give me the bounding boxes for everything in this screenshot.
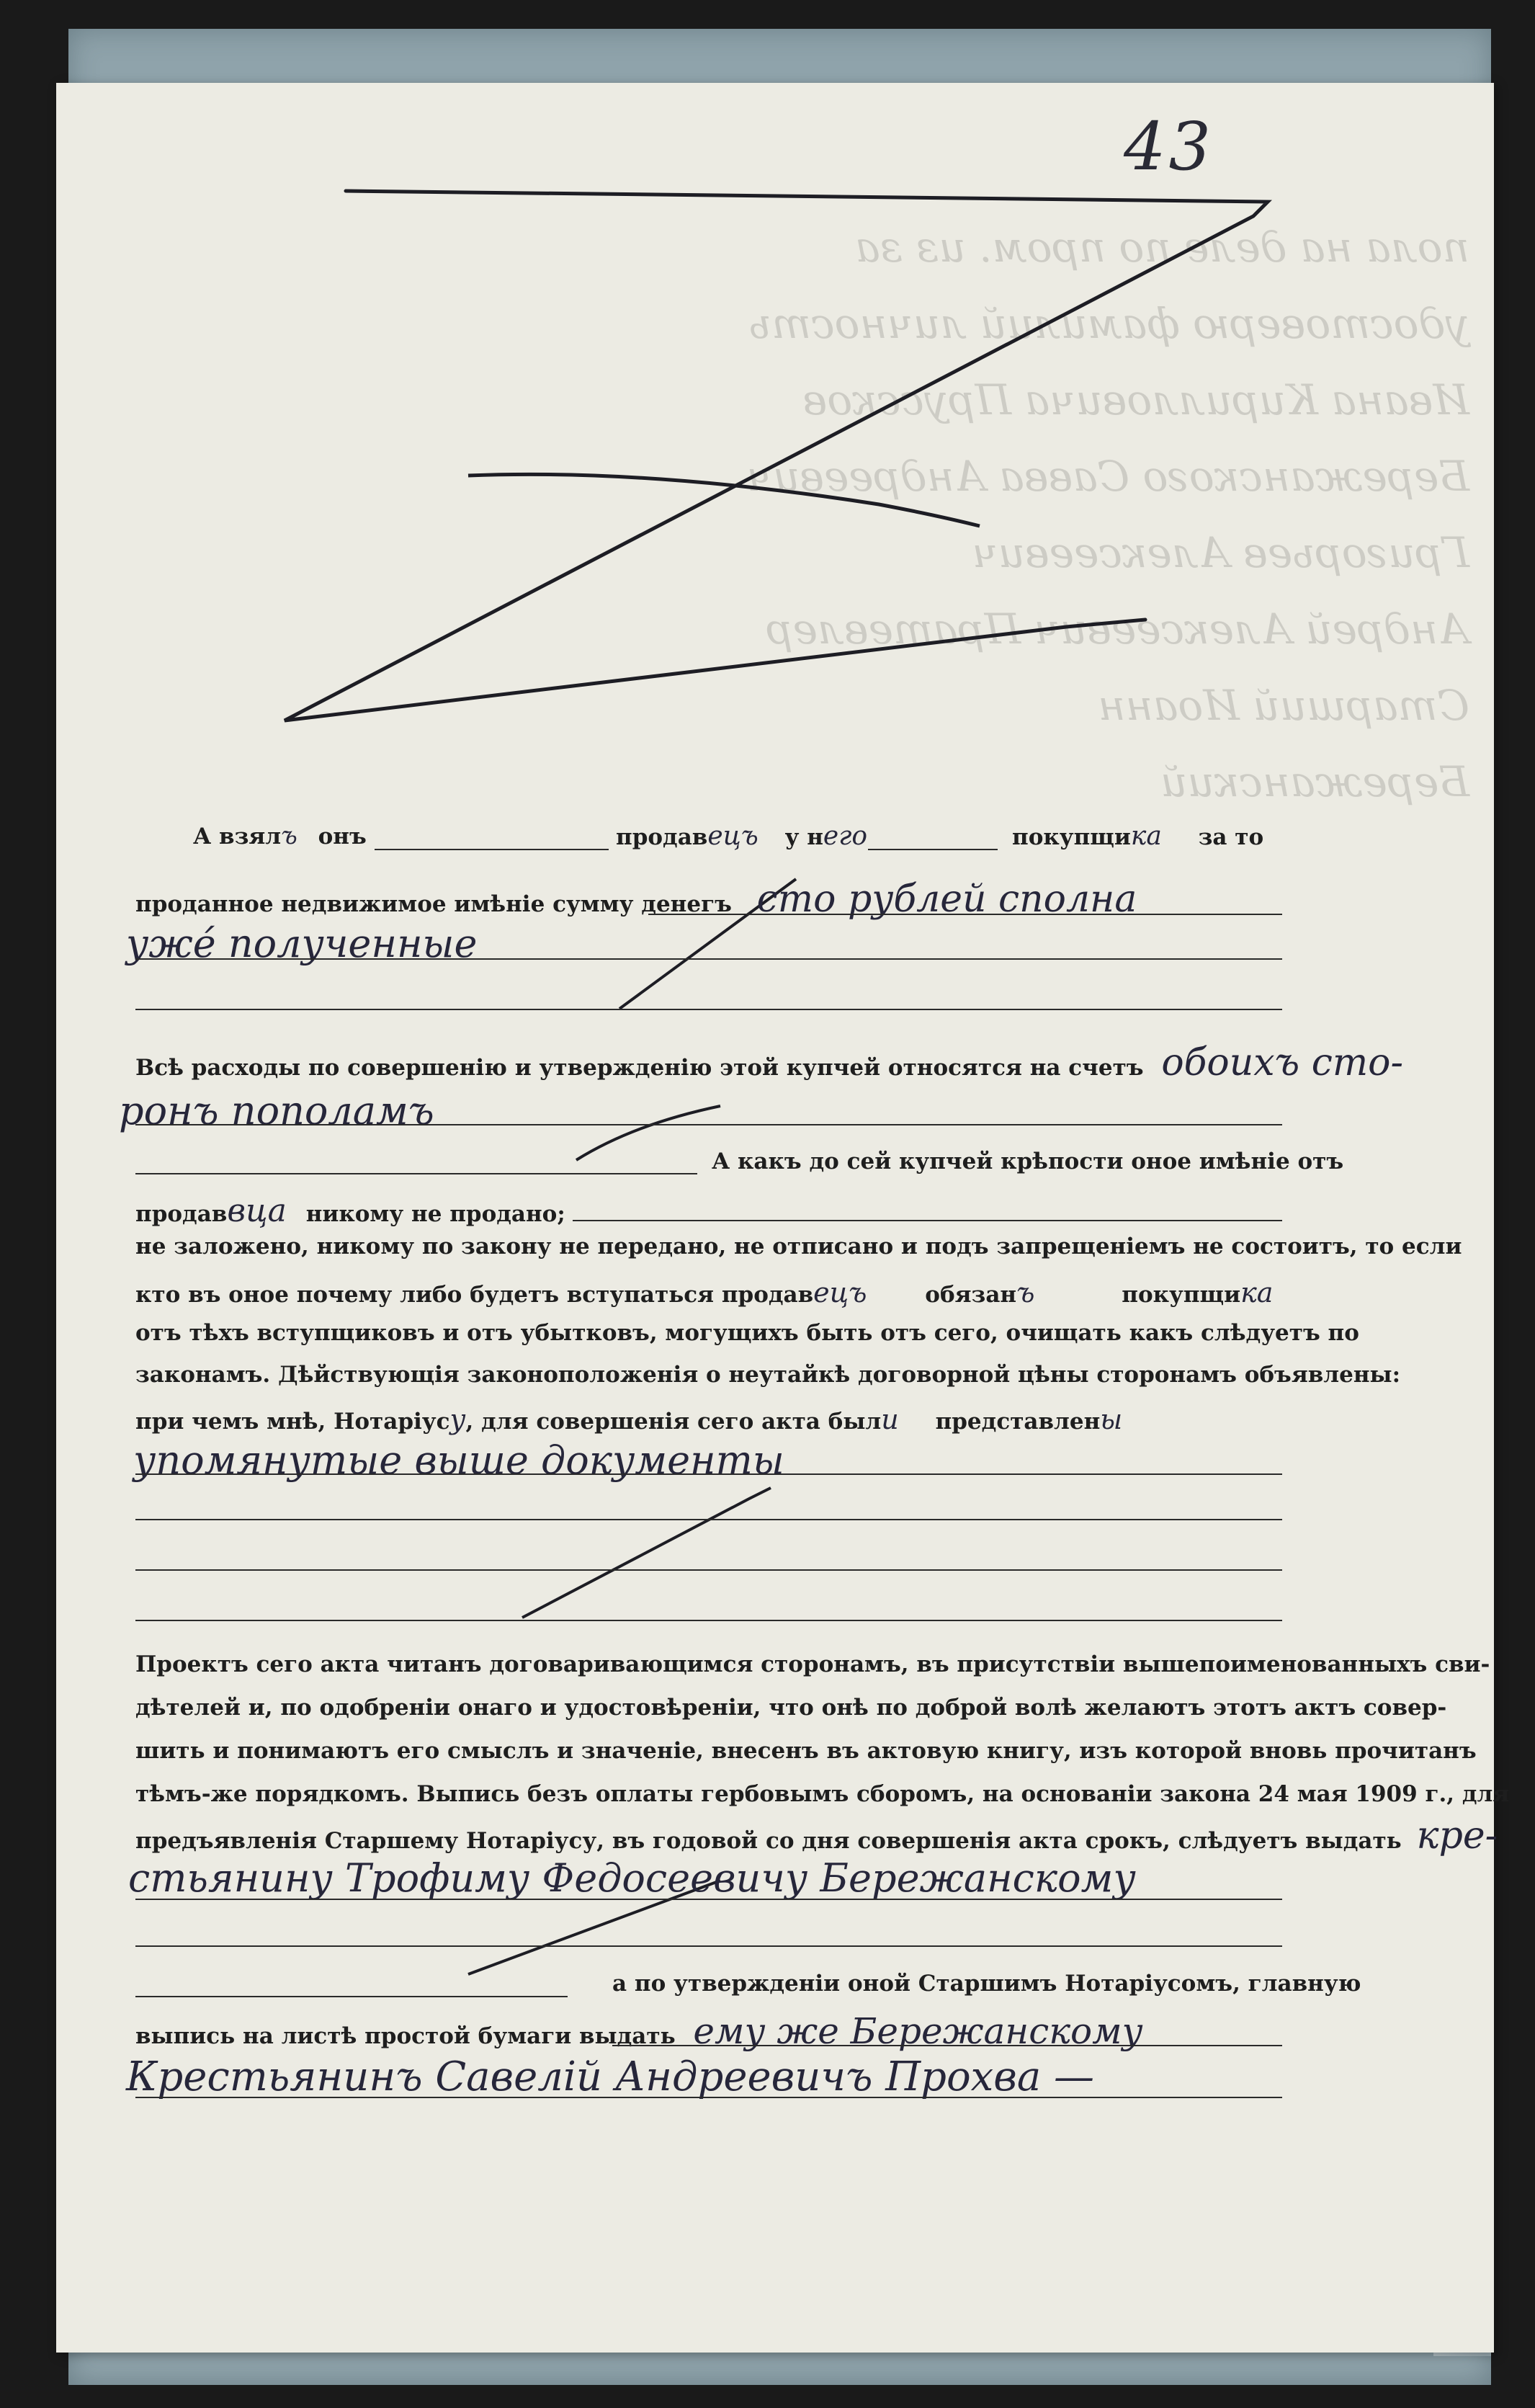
form-line-7 bbox=[135, 1192, 565, 1229]
form-line-19 bbox=[135, 1814, 1498, 1858]
blank-rule bbox=[135, 2097, 1282, 2098]
form-line-5 bbox=[119, 1088, 434, 1133]
form-line-9 bbox=[135, 1277, 1273, 1308]
form-line-13 bbox=[133, 1437, 784, 1483]
form-line-1b bbox=[616, 821, 867, 851]
blank-rule bbox=[135, 1009, 1282, 1010]
bleed-line: Бережанского Савва Андреевич bbox=[746, 452, 1469, 501]
paragraph-line: дѣтелей и, по одобреніи онаго и удостовѣреніи, что онѣ по доброй волѣ желаютъ этотъ актъ совер- bbox=[135, 1695, 1447, 1721]
blank-rule bbox=[573, 1220, 1282, 1221]
form-line-8 bbox=[135, 1234, 1462, 1259]
label: при чемъ мнѣ, Нотаріус bbox=[135, 1409, 450, 1435]
form-line-6 bbox=[712, 1149, 1343, 1174]
label: у н bbox=[784, 824, 823, 850]
label: не заложено, никому по закону не передано, не отписано и подъ запрещеніемъ не состоитъ, то если bbox=[135, 1234, 1462, 1259]
label: проданное недвижимое имѣніе сумму денегъ bbox=[135, 891, 732, 917]
label: отъ тѣхъ вступщиковъ и отъ убытковъ, могущихъ быть отъ сего, очищать какъ слѣдуетъ по bbox=[135, 1320, 1359, 1346]
label: за то bbox=[1198, 824, 1264, 850]
label: А какъ до сей купчей крѣпости оное имѣніе отъ bbox=[712, 1149, 1344, 1174]
blank-rule bbox=[135, 1945, 1282, 1947]
handwritten-fill: стьянину Трофиму Федосеевичу Бережанскому bbox=[128, 1855, 1136, 1901]
label: обязан bbox=[925, 1282, 1017, 1308]
paragraph-line: тѣмъ-же порядкомъ. Выпись безъ оплаты гербовымъ сборомъ, на основаніи закона 24 мая 1909 г., для bbox=[135, 1781, 1510, 1807]
handwritten-fill: кре- bbox=[1416, 1814, 1498, 1858]
label: кто въ оное почему либо будетъ вступаться продав bbox=[135, 1282, 814, 1308]
bleed-through-text bbox=[115, 209, 1469, 806]
label: предъявленія Старшему Нотаріусу, въ годовой со дня совершенія акта срокъ, слѣдуетъ выдать bbox=[135, 1828, 1402, 1854]
blank-rule bbox=[135, 1173, 697, 1174]
bleed-line: Андрей Алексеевич Пратевлер bbox=[766, 605, 1469, 654]
form-line-11 bbox=[135, 1362, 1400, 1388]
blank-rule bbox=[135, 1569, 1282, 1571]
handwritten-fill: упомянутые выше документы bbox=[133, 1437, 784, 1483]
label: покупщи bbox=[1122, 1282, 1241, 1308]
form-line-10 bbox=[135, 1320, 1359, 1346]
handwritten-fill: ка bbox=[1240, 1277, 1274, 1308]
handwritten-fill: ы bbox=[1100, 1404, 1123, 1435]
handwritten-fill: ецъ bbox=[813, 1277, 867, 1308]
handwritten-fill: ъ bbox=[1016, 1277, 1035, 1308]
blank-rule bbox=[135, 1899, 1282, 1900]
label: законамъ. Дѣйствующія законоположенія о неутайкѣ договорной цѣны сторонамъ объявлены: bbox=[135, 1362, 1401, 1388]
label: покупщи bbox=[1012, 824, 1131, 850]
blank-rule bbox=[135, 1996, 568, 1997]
handwritten-fill: обоихъ сто- bbox=[1161, 1041, 1404, 1084]
blank-rule bbox=[648, 914, 1282, 915]
blank-rule bbox=[868, 849, 998, 850]
handwritten-fill: ка bbox=[1130, 821, 1162, 851]
label: никому не продано; bbox=[305, 1201, 565, 1227]
label: А взял bbox=[193, 824, 282, 850]
form-line-4 bbox=[135, 1041, 1403, 1084]
blank-rule bbox=[135, 1124, 1282, 1125]
label: представлен bbox=[935, 1409, 1101, 1435]
bleed-line: удостоверю фамилий личность bbox=[748, 299, 1469, 348]
form-line-23 bbox=[126, 2054, 1094, 2100]
handwritten-fill: ему же Бережанскому bbox=[693, 2010, 1143, 2052]
handwritten-fill: и bbox=[881, 1404, 899, 1435]
handwritten-fill: ужé полученные bbox=[126, 921, 478, 966]
blank-rule bbox=[135, 1620, 1282, 1621]
handwritten-fill: Крестьянинъ Савелій Андреевичъ Прохва — bbox=[126, 2054, 1095, 2100]
label: , для совершенія сего акта был bbox=[465, 1409, 882, 1435]
label: Всѣ расходы по совершенію и утвержденію этой купчей относятся на счетъ bbox=[135, 1055, 1144, 1081]
bleed-line: Старший Иоанн bbox=[1098, 681, 1469, 730]
form-line-21 bbox=[612, 1971, 1361, 1997]
form-line-1c bbox=[1012, 821, 1263, 851]
handwritten-fill: ронъ пополамъ bbox=[119, 1088, 434, 1133]
blank-rule bbox=[135, 1519, 1282, 1520]
bleed-line: пола на деле по пром. из за bbox=[855, 223, 1469, 272]
label: а по утвержденіи оной Старшимъ Нотаріусомъ, главную bbox=[612, 1971, 1361, 1997]
handwritten-fill: ецъ bbox=[707, 821, 758, 851]
handwritten-fill: у bbox=[449, 1404, 466, 1435]
form-line-20 bbox=[128, 1855, 1136, 1901]
blank-rule bbox=[375, 849, 609, 850]
blank-rule bbox=[612, 2045, 1282, 2046]
label: выпись на листѣ простой бумаги выдать bbox=[135, 2023, 676, 2049]
page-number: 43 bbox=[1124, 108, 1214, 185]
handwritten-fill: сто рублей сполна bbox=[756, 878, 1137, 921]
bleed-line: Ивана Кирилловича Пруссков bbox=[802, 375, 1469, 424]
paragraph-line: Проектъ сего акта читанъ договаривающимся сторонамъ, въ присутствіи вышепоименованныхъ сви- bbox=[135, 1651, 1490, 1677]
bleed-line: Бережанский bbox=[1160, 757, 1469, 806]
label: онъ bbox=[318, 824, 367, 850]
form-line-12 bbox=[135, 1404, 1122, 1435]
handwritten-fill: вца bbox=[227, 1192, 287, 1229]
label: продав bbox=[616, 824, 708, 850]
handwritten-fill: ъ bbox=[281, 821, 297, 850]
label: продав bbox=[135, 1201, 228, 1227]
blank-rule bbox=[135, 958, 1282, 960]
bleed-line: Григорьев Алексеевич bbox=[972, 528, 1469, 577]
blank-rule bbox=[135, 1473, 1282, 1475]
handwritten-fill: его bbox=[823, 821, 868, 851]
form-line-1 bbox=[193, 821, 367, 850]
paragraph-line: шить и понимаютъ его смыслъ и значеніе, внесенъ въ актовую книгу, изъ которой вновь прочитанъ bbox=[135, 1738, 1477, 1764]
